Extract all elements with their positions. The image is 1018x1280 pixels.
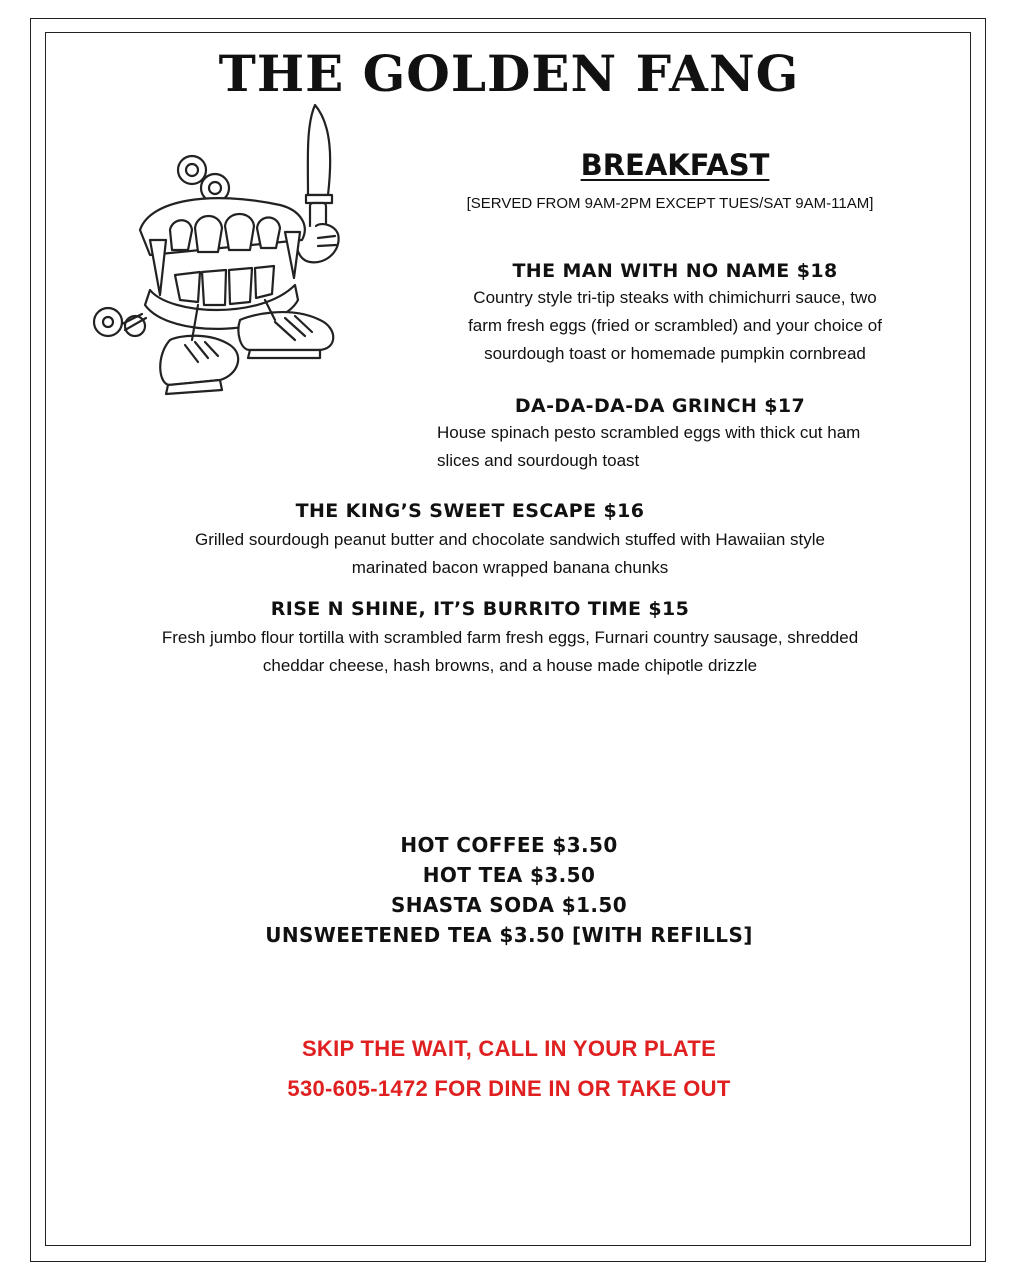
menu-item — [90, 500, 930, 582]
serving-hours: [SERVED FROM 9AM-2PM EXCEPT TUES/SAT 9AM-11AM] — [466, 195, 874, 212]
call-in-callout: SKIP THE WAIT, CALL IN YOUR PLATE — [301, 1036, 717, 1061]
menu-item — [430, 395, 930, 475]
description-line: sourdough toast or homemade pumpkin cornbread — [484, 344, 866, 363]
menu-item-description — [60, 624, 960, 680]
description-line: slices and sourdough toast — [437, 451, 640, 470]
drinks-list — [0, 830, 1018, 950]
menu-item-title: RISE N SHINE, IT’S BURRITO TIME $15 — [270, 598, 690, 620]
description-line: marinated bacon wrapped banana chunks — [351, 558, 669, 577]
description-line: House spinach pesto scrambled eggs with thick cut ham — [437, 423, 861, 442]
drink-item: HOT COFFEE $3.50 — [400, 833, 618, 857]
fang-mascot-icon — [80, 100, 350, 420]
drink-item: HOT TEA $3.50 — [422, 863, 596, 887]
menu-item-title: DA-DA-DA-DA GRINCH $17 — [514, 395, 806, 417]
menu-item-title: THE MAN WITH NO NAME $18 — [512, 260, 838, 282]
description-line: Grilled sourdough peanut butter and chocolate sandwich stuffed with Hawaiian style — [194, 530, 825, 549]
menu-item — [60, 598, 960, 680]
phone-number-callout: 530-605-1472 FOR DINE IN OR TAKE OUT — [287, 1076, 731, 1101]
menu-item-description — [90, 526, 930, 582]
restaurant-name: THE GOLDEN FANG — [218, 44, 800, 103]
drink-item: UNSWEETENED TEA $3.50 [WITH REFILLS] — [265, 923, 753, 947]
description-line: cheddar cheese, hash browns, and a house made chipotle drizzle — [262, 656, 758, 675]
menu-item-description — [437, 419, 930, 475]
description-line: Fresh jumbo flour tortilla with scrambled farm fresh eggs, Furnari country sausage, shredded — [161, 628, 859, 647]
section-title: BREAKFAST — [580, 148, 770, 182]
description-line: farm fresh eggs (fried or scrambled) and your choice of — [468, 316, 882, 335]
menu-item-title: THE KING’S SWEET ESCAPE $16 — [295, 500, 645, 522]
menu-item — [425, 260, 925, 368]
menu-item-description — [425, 284, 925, 368]
drink-item: SHASTA SODA $1.50 — [390, 893, 628, 917]
description-line: Country style tri-tip steaks with chimichurri sauce, two — [473, 288, 877, 307]
